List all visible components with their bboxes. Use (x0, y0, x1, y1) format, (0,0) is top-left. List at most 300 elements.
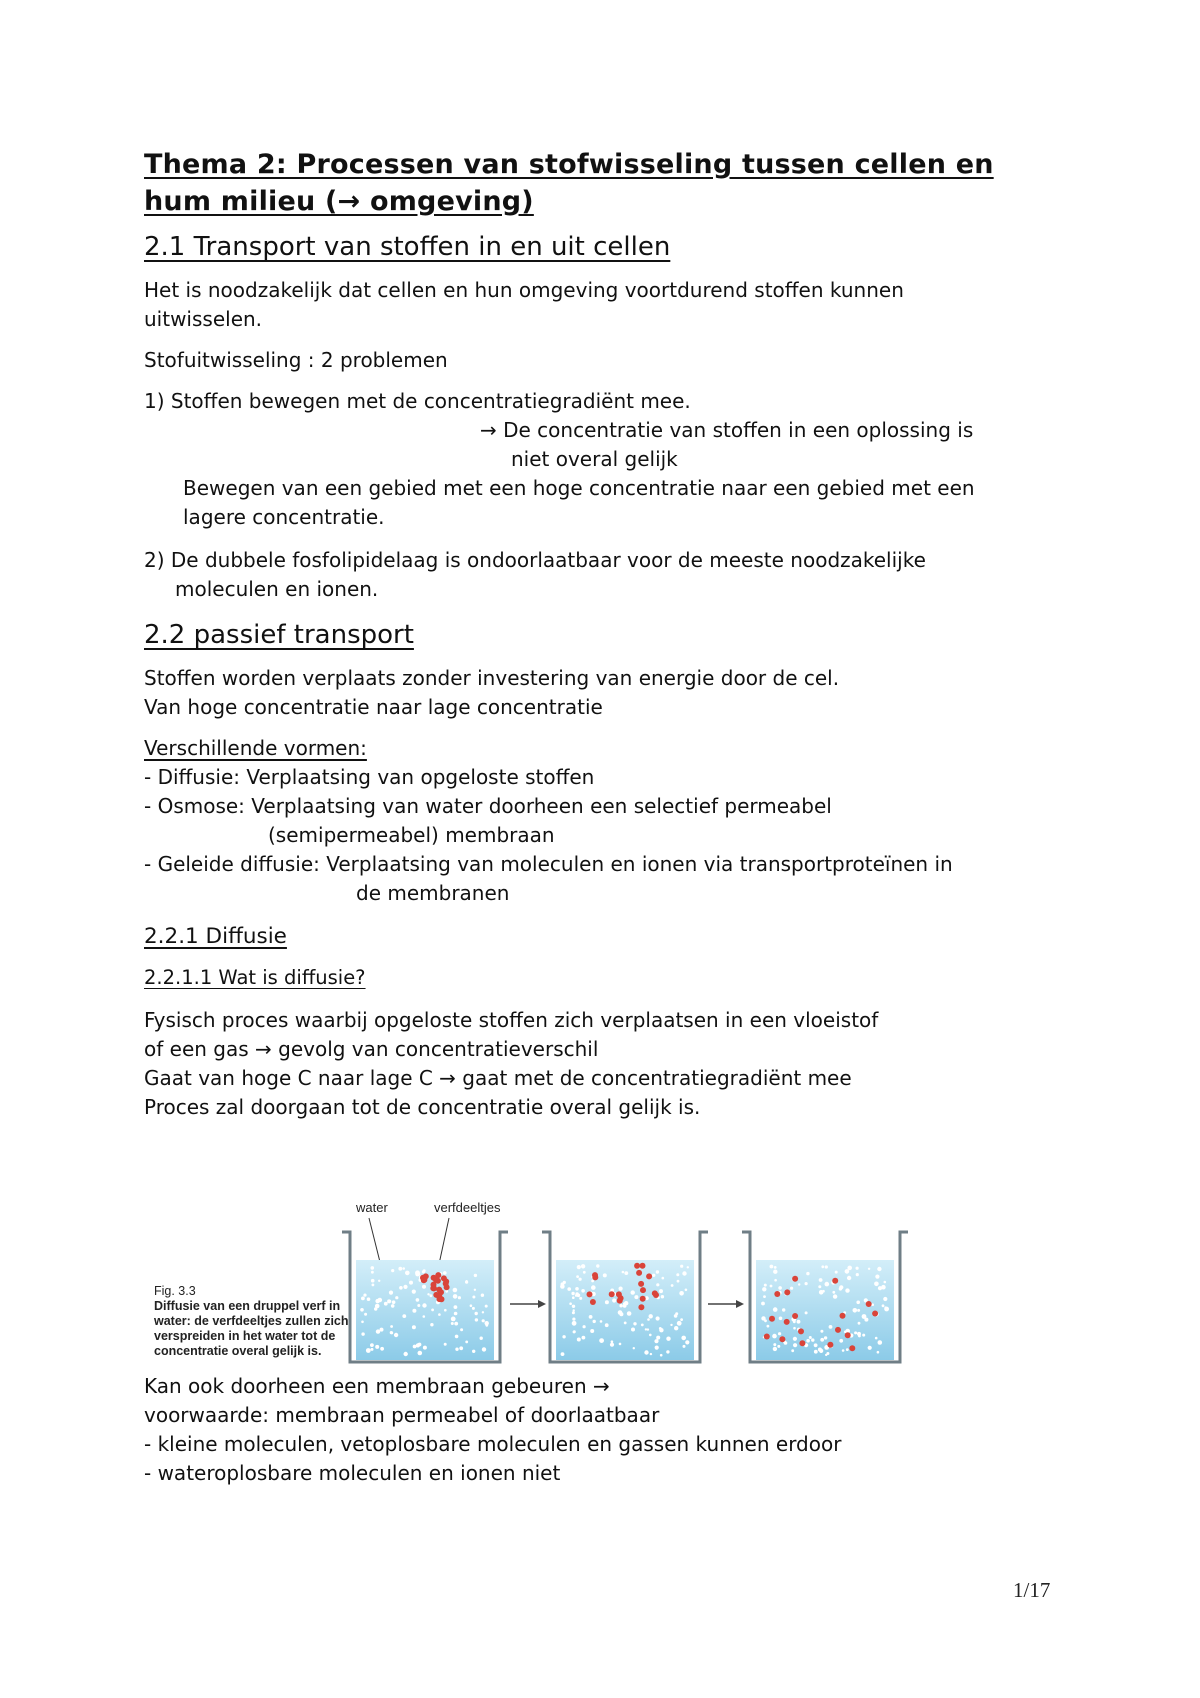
water-bubble (412, 1325, 416, 1329)
water-bubble (460, 1328, 463, 1331)
water-bubble (418, 1351, 423, 1356)
water-bubble (380, 1347, 384, 1351)
dye-particle (764, 1334, 770, 1340)
water-bubble (472, 1296, 475, 1299)
water-bubble (458, 1296, 461, 1299)
water-bubble (761, 1302, 765, 1306)
water-bubble (405, 1271, 410, 1276)
page-number: 1/17 (1013, 1578, 1051, 1602)
water-bubble (572, 1311, 575, 1314)
water-bubble (577, 1265, 581, 1269)
water-bubble (438, 1313, 441, 1316)
water-bubble (372, 1284, 375, 1287)
water-bubble (451, 1322, 454, 1325)
water-bubble (590, 1329, 594, 1333)
water-bubble (822, 1290, 825, 1293)
water-bubble (829, 1325, 833, 1329)
water-bubble (685, 1340, 689, 1344)
water-bubble (826, 1352, 829, 1355)
problem-1-sub-line: Bewegen van een gebied met een hoge concentratie naar een gebied met een (183, 476, 975, 500)
water-bubble (560, 1284, 565, 1289)
water-bubble (631, 1328, 635, 1332)
paragraph-line: Kan ook doorheen een membraan gebeuren → (144, 1374, 610, 1398)
water-bubble (384, 1302, 388, 1306)
water-bubble (679, 1291, 684, 1296)
figure-caption-line: verspreiden in het water tot de (154, 1329, 336, 1343)
water-bubble (374, 1307, 377, 1310)
dye-particle (792, 1313, 798, 1319)
water-bubble (662, 1277, 665, 1280)
dye-particle (636, 1270, 642, 1276)
dye-particle (798, 1328, 804, 1334)
water-bubble (573, 1309, 575, 1311)
water-bubble (423, 1346, 427, 1350)
water-bubble (624, 1301, 628, 1305)
water-bubble (884, 1306, 886, 1308)
water-bubble (398, 1267, 402, 1271)
water-bubble (882, 1304, 885, 1307)
water-bubble (402, 1267, 405, 1270)
water-bubble (422, 1270, 425, 1273)
water-bubble (422, 1303, 426, 1307)
water-bubble (378, 1280, 380, 1282)
water-bubble (576, 1275, 579, 1278)
water-bubble (395, 1296, 398, 1299)
water-bubble (599, 1338, 604, 1343)
dye-particle (774, 1291, 780, 1297)
water-bubble (820, 1330, 823, 1333)
title-line-1: Thema 2: Processen van stofwisseling tussen cellen en (144, 149, 994, 180)
water-bubble (762, 1287, 766, 1291)
water-bubble (853, 1308, 858, 1313)
water-bubble (583, 1325, 586, 1328)
dye-particle (849, 1345, 855, 1351)
water-bubble (445, 1290, 448, 1293)
problem-2-line: 2) De dubbele fosfolipidelaag is ondoorlaatbaar voor de meeste noodzakelijke (144, 548, 926, 572)
dye-particle (640, 1287, 646, 1293)
dye-particle (590, 1299, 596, 1305)
dye-particle (421, 1277, 427, 1283)
problem-1-sub-line: lagere concentratie. (183, 505, 385, 529)
water-bubble (649, 1314, 653, 1318)
water-bubble (465, 1281, 468, 1284)
section-2-2-1-1-heading: 2.2.1.1 Wat is diffusie? (144, 966, 366, 989)
water-bubble (778, 1332, 781, 1335)
water-bubble (864, 1318, 868, 1322)
water-bubble (444, 1309, 447, 1312)
water-bubble (806, 1272, 809, 1275)
water-bubble (858, 1322, 861, 1325)
water-bubble (839, 1285, 843, 1289)
water-bubble (774, 1266, 777, 1269)
problem-2-line: moleculen en ionen. (175, 577, 379, 601)
water-bubble (676, 1273, 679, 1276)
water-bubble (647, 1318, 650, 1321)
water-bubble (666, 1350, 669, 1353)
dye-particle (638, 1304, 644, 1310)
water-bubble (423, 1315, 426, 1318)
water-bubble (832, 1291, 835, 1294)
water-bubble (778, 1286, 782, 1290)
water-bubble (579, 1278, 582, 1281)
paragraph-line: Fysisch proces waarbij opgeloste stoffen zich verplaatsen in een vloeistof (144, 1008, 879, 1032)
water-bubble (677, 1280, 680, 1283)
page-title (144, 146, 1074, 220)
water-bubble (603, 1273, 607, 1277)
water-bubble (430, 1294, 433, 1297)
list-item-continuation: de membranen (356, 881, 510, 905)
water-bubble (644, 1350, 648, 1354)
water-bubble (818, 1348, 822, 1352)
paragraph-line: of een gas → gevolg van concentratieverschil (144, 1037, 599, 1061)
beaker-2 (542, 1232, 708, 1362)
water-bubble (413, 1345, 417, 1349)
water-bubble (391, 1304, 395, 1308)
water-bubble (582, 1336, 586, 1340)
water-bubble (361, 1332, 364, 1335)
water-bubble (454, 1312, 458, 1316)
water-bubble (633, 1347, 635, 1349)
water-bubble (805, 1311, 808, 1314)
water-bubble (875, 1337, 878, 1340)
label-water: water (356, 1200, 388, 1215)
arrow-2 (708, 1300, 744, 1308)
figure-caption-line: concentratie overal gelijk is. (154, 1344, 322, 1358)
water-bubble (793, 1343, 797, 1347)
water-bubble (772, 1334, 777, 1339)
water-bubble (399, 1286, 403, 1290)
section-2-2-intro (144, 664, 1074, 722)
water-bubble (649, 1334, 652, 1337)
water-bubble (453, 1288, 458, 1293)
water-bubble (884, 1281, 887, 1284)
water-bubble (825, 1265, 828, 1268)
water-bubble (619, 1304, 622, 1307)
water-bubble (773, 1270, 777, 1274)
water-bubble (856, 1301, 860, 1305)
water-bubble (455, 1348, 458, 1351)
dye-particle (592, 1274, 598, 1280)
water-bubble (562, 1335, 565, 1338)
water-bubble (833, 1294, 837, 1298)
water-bubble (363, 1294, 366, 1297)
water-bubble (666, 1337, 670, 1341)
water-bubble (764, 1284, 767, 1287)
water-bubble (371, 1271, 374, 1274)
water-bubble (591, 1285, 596, 1290)
dye-particle (646, 1273, 652, 1279)
water-bubble (571, 1292, 574, 1295)
paragraph-line: Gaat van hoge C naar lage C → gaat met de concentratiegradiënt mee (144, 1066, 852, 1090)
paragraph-line: uitwisselen. (144, 307, 263, 331)
water-bubble (767, 1325, 770, 1328)
water-bubble (687, 1266, 689, 1268)
list-item: - wateroplosbare moleculen en ionen niet (144, 1461, 561, 1485)
water-bubble (770, 1285, 773, 1288)
water-bubble (444, 1343, 447, 1346)
water-bubble (681, 1336, 686, 1341)
water-bubble (824, 1336, 827, 1339)
water-bubble (777, 1345, 780, 1348)
water-bubble (645, 1328, 647, 1330)
water-bubble (835, 1271, 838, 1274)
water-bubble (878, 1340, 883, 1345)
water-bubble (389, 1300, 391, 1302)
forms-list (144, 734, 1074, 908)
membrane-paragraph (144, 1372, 1074, 1488)
dye-particle (443, 1281, 449, 1287)
water-bubble (390, 1325, 393, 1328)
dye-particle (792, 1276, 798, 1282)
water-bubble (482, 1347, 486, 1351)
water-bubble (825, 1282, 830, 1287)
dye-particle (441, 1275, 447, 1281)
diffusion-definition (144, 1006, 1074, 1122)
water-bubble (671, 1284, 674, 1287)
dye-particle (779, 1336, 785, 1342)
water-bubble (470, 1304, 473, 1307)
water-bubble (430, 1323, 433, 1326)
water-bubble (811, 1338, 814, 1341)
water-bubble (581, 1289, 585, 1293)
list-item: - Osmose: Verplaatsing van water doorheen een selectief permeabel (144, 794, 832, 818)
water-bubble (856, 1273, 859, 1276)
water-bubble (367, 1297, 371, 1301)
water-bubble (634, 1295, 638, 1299)
diffusion-figure (144, 1192, 914, 1372)
dye-particle (866, 1301, 872, 1307)
water-bubble (459, 1346, 463, 1350)
water-bubble (482, 1319, 485, 1322)
list-item: - Diffusie: Verplaatsing van opgeloste stoffen (144, 765, 595, 789)
water-bubble (820, 1338, 824, 1342)
problem-1-line: 1) Stoffen bewegen met de concentratiegradiënt mee. (144, 389, 691, 413)
water-bubble (857, 1309, 860, 1312)
water-bubble (875, 1275, 879, 1279)
water-bubble (389, 1291, 393, 1295)
section-2-1-heading: 2.1 Transport van stoffen in en uit cellen (144, 232, 671, 262)
water-bubble (612, 1298, 616, 1302)
water-bubble (417, 1304, 420, 1307)
water-bubble (685, 1289, 688, 1292)
water-bubble (572, 1296, 575, 1299)
water-bubble (854, 1331, 857, 1334)
list-item: - Geleide diffusie: Verplaatsing van moleculen en ionen via transportproteïnen in (144, 852, 953, 876)
water-bubble (390, 1331, 393, 1334)
water-bubble (641, 1324, 644, 1327)
dye-particle (640, 1296, 646, 1302)
title-line-2: hum milieu (→ omgeving) (144, 186, 534, 217)
water-bubble (485, 1324, 488, 1327)
dye-particle (799, 1340, 805, 1346)
water-bubble (845, 1288, 849, 1292)
water-bubble (793, 1337, 797, 1341)
water-bubble (573, 1330, 576, 1333)
dye-particle (587, 1291, 593, 1297)
water-bubble (415, 1270, 420, 1275)
water-bubble (659, 1289, 663, 1293)
water-bubble (454, 1322, 458, 1326)
water-bubble (403, 1285, 407, 1289)
water-bubble (814, 1350, 818, 1354)
water-bubble (610, 1343, 614, 1347)
water-bubble (593, 1320, 596, 1323)
dye-particle (835, 1327, 841, 1333)
water-bubble (868, 1346, 872, 1350)
dye-particle (653, 1292, 659, 1298)
water-bubble (877, 1267, 881, 1271)
water-bubble (659, 1328, 663, 1332)
water-bubble (364, 1313, 367, 1316)
water-bubble (619, 1312, 623, 1316)
water-bubble (878, 1286, 882, 1290)
water-bubble (674, 1326, 678, 1330)
beakers-illustration (144, 1192, 914, 1372)
water-bubble (821, 1265, 824, 1268)
water-bubble (797, 1320, 801, 1324)
water-bubble (677, 1321, 682, 1326)
water-bubble (627, 1311, 632, 1316)
water-bubble (402, 1314, 406, 1318)
water-bubble (761, 1316, 765, 1320)
water-bubble (779, 1317, 783, 1321)
water-bubble (605, 1323, 609, 1327)
water-bubble (416, 1298, 420, 1302)
water-bubble (376, 1329, 380, 1333)
water-bubble (773, 1307, 778, 1312)
problem-1-arrow-line: niet overal gelijk (511, 447, 678, 471)
water-bubble (409, 1281, 413, 1285)
dye-particle (832, 1278, 838, 1284)
figure-caption-title: Fig. 3.3 (154, 1284, 196, 1298)
paragraph-line: voorwaarde: membraan permeabel of doorlaatbaar (144, 1403, 660, 1427)
dye-particle (845, 1332, 851, 1338)
water-bubble (819, 1278, 823, 1282)
water-bubble (680, 1318, 683, 1321)
water-bubble (656, 1283, 659, 1286)
water-bubble (596, 1264, 599, 1267)
water-bubble (842, 1349, 845, 1352)
water-bubble (624, 1271, 628, 1275)
water-bubble (575, 1287, 579, 1291)
dye-particle (438, 1289, 444, 1295)
water-bubble (818, 1285, 821, 1288)
water-bubble (443, 1271, 447, 1275)
water-bubble (575, 1292, 578, 1295)
list-item: - kleine moleculen, vetoplosbare moleculen en gassen kunnen erdoor (144, 1432, 842, 1456)
water-bubble (392, 1300, 396, 1304)
dye-particle (437, 1296, 443, 1302)
water-bubble (361, 1297, 365, 1301)
water-bubble (567, 1287, 571, 1291)
water-bubble (454, 1305, 458, 1309)
water-bubble (583, 1271, 586, 1274)
water-bubble (561, 1352, 565, 1356)
water-bubble (378, 1298, 383, 1303)
figure-caption-line: Diffusie van een druppel verf in (154, 1299, 341, 1313)
water-bubble (809, 1336, 812, 1339)
water-bubble (847, 1276, 851, 1280)
water-bubble (482, 1311, 484, 1313)
water-bubble (856, 1267, 859, 1270)
dye-particle (872, 1311, 878, 1317)
water-bubble (633, 1322, 636, 1325)
paragraph-line: Proces zal doorgaan tot de concentratie overal gelijk is. (144, 1095, 701, 1119)
section-2-2-1-heading: 2.2.1 Diffusie (144, 924, 287, 949)
water-bubble (394, 1333, 398, 1337)
water-bubble (472, 1350, 475, 1353)
dye-particle (431, 1275, 437, 1281)
water-bubble (858, 1335, 861, 1338)
paragraph-line: Het is noodzakelijk dat cellen en hun omgeving voortdurend stoffen kunnen (144, 278, 904, 302)
water-bubble (839, 1339, 843, 1343)
dye-particle (616, 1291, 622, 1297)
water-bubble (874, 1282, 879, 1287)
dye-particle (640, 1263, 646, 1269)
water-bubble (600, 1320, 603, 1323)
paragraph-line: Stoffen worden verplaats zonder investering van energie door de cel. (144, 666, 840, 690)
water-bubble (683, 1345, 686, 1348)
water-bubble (782, 1308, 785, 1311)
water-bubble (455, 1335, 459, 1339)
water-bubble (474, 1289, 476, 1291)
water-bubble (475, 1318, 478, 1321)
water-bubble (481, 1294, 484, 1297)
problem-2 (144, 546, 1074, 604)
water-bubble (569, 1302, 572, 1305)
dye-particle (634, 1263, 640, 1269)
water-bubble (655, 1346, 659, 1350)
water-bubble (370, 1343, 374, 1347)
paragraph-line: Van hoge concentratie naar lage concentratie (144, 695, 603, 719)
list-item-continuation: (semipermeabel) membraan (268, 823, 555, 847)
water-bubble (656, 1316, 660, 1320)
water-bubble (682, 1271, 686, 1275)
problems-intro: Stofuitwisseling : 2 problemen (144, 348, 448, 372)
water-bubble (451, 1317, 456, 1322)
water-bubble (589, 1315, 593, 1319)
water-bubble (404, 1352, 408, 1356)
water-bubble (883, 1297, 887, 1301)
water-bubble (674, 1314, 678, 1318)
water-bubble (579, 1297, 582, 1300)
water-bubble (624, 1322, 627, 1325)
water-bubble (763, 1295, 766, 1298)
problem-1 (144, 387, 1074, 532)
figure-caption-line: water: de verfdeeltjes zullen zich (154, 1314, 349, 1328)
water-bubble (366, 1348, 371, 1353)
water-bubble (862, 1334, 865, 1337)
water-bubble (361, 1321, 364, 1324)
water-bubble (774, 1279, 777, 1282)
dye-particle (827, 1342, 833, 1348)
water-bubble (791, 1349, 794, 1352)
water-bubble (656, 1336, 660, 1340)
water-bubble (805, 1282, 808, 1285)
water-bubble (427, 1293, 429, 1295)
water-bubble (581, 1264, 585, 1268)
water-bubble (652, 1274, 655, 1277)
water-bubble (798, 1283, 800, 1285)
water-bubble (619, 1287, 623, 1291)
problem-1-arrow-line: → De concentratie van stoffen in een oplossing is (480, 418, 974, 442)
water-bubble (431, 1309, 434, 1312)
water-bubble (773, 1343, 776, 1346)
water-bubble (868, 1268, 870, 1270)
water-bubble (412, 1290, 416, 1294)
water-bubble (847, 1266, 852, 1271)
water-bubble (472, 1307, 475, 1310)
